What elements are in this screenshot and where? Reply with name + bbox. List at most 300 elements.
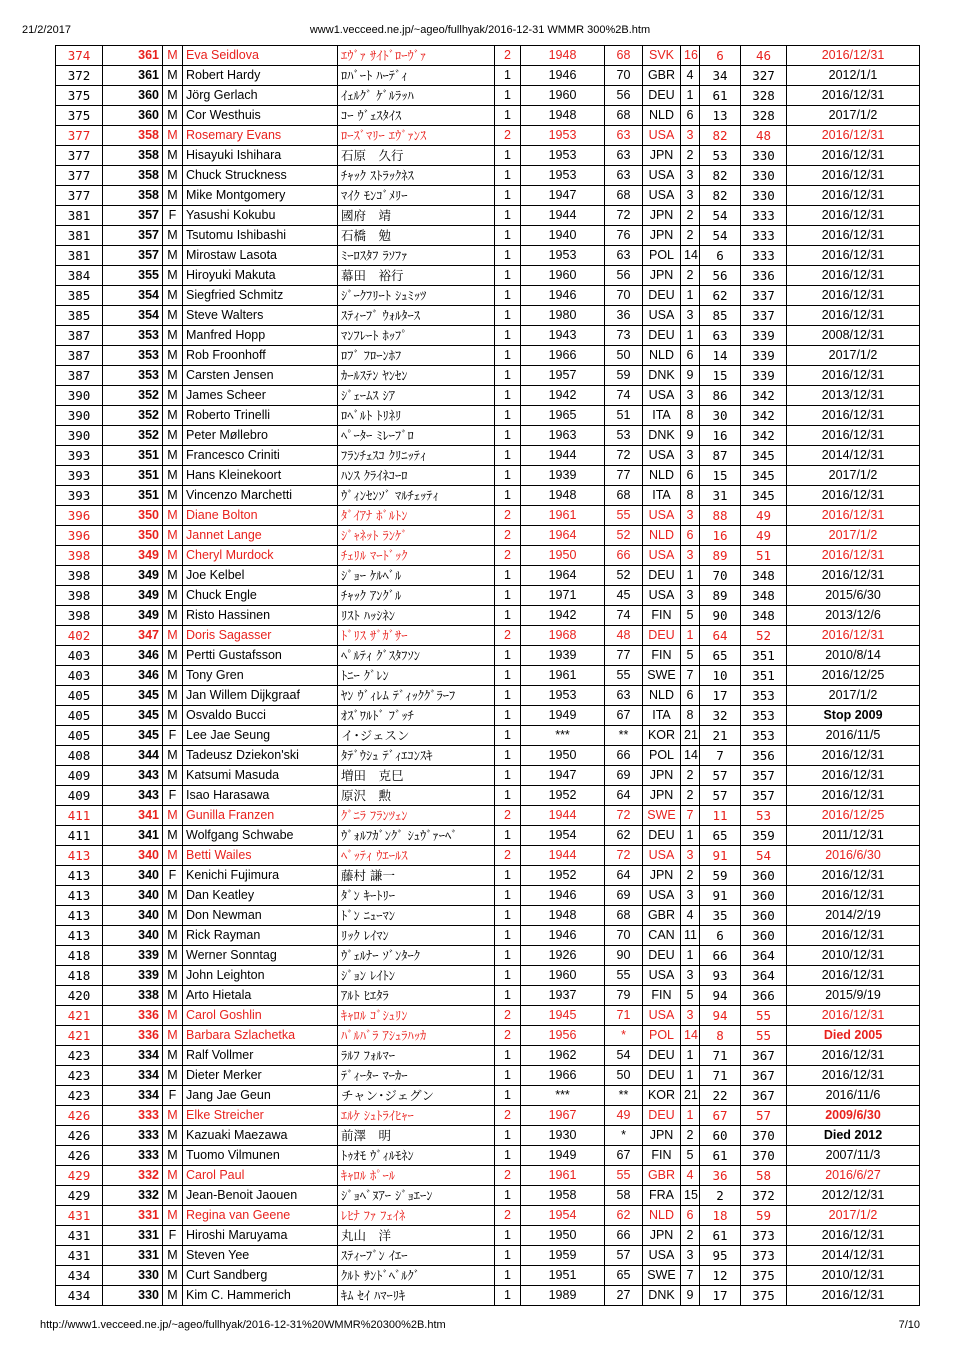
sex-cell: M — [163, 46, 183, 66]
table-row — [56, 566, 920, 586]
total-rank-cell: 333 — [741, 246, 787, 266]
country-cell: ITA — [643, 706, 681, 726]
birth-year-cell: 1961 — [521, 1166, 605, 1186]
rank-cell: 426 — [56, 1126, 103, 1146]
name-cell: Barbara Szlachetka — [183, 1026, 338, 1046]
sex-cell: M — [163, 586, 183, 606]
region-cell: 9 — [681, 366, 700, 386]
score-cell: 344 — [103, 746, 163, 766]
name-cell: Tuomo Vilmunen — [183, 1146, 338, 1166]
region-rank-cell: 65 — [700, 646, 741, 666]
region-cell: 6 — [681, 346, 700, 366]
table-row — [56, 406, 920, 426]
class-cell: 1 — [495, 306, 521, 326]
region-rank-cell: 12 — [700, 1266, 741, 1286]
class-cell: 1 — [495, 1126, 521, 1146]
rank-cell: 405 — [56, 706, 103, 726]
country-cell: USA — [643, 1006, 681, 1026]
country-cell: USA — [643, 446, 681, 466]
region-rank-cell: 66 — [700, 946, 741, 966]
table-row — [56, 286, 920, 306]
region-rank-cell: 91 — [700, 886, 741, 906]
name-cell: Roberto Trinelli — [183, 406, 338, 426]
age-cell: 70 — [605, 286, 643, 306]
region-cell: 6 — [681, 686, 700, 706]
rank-cell: 411 — [56, 826, 103, 846]
sex-cell: M — [163, 1026, 183, 1046]
date-cell: 2014/12/31 — [787, 1246, 920, 1266]
name-cell: Yasushi Kokubu — [183, 206, 338, 226]
class-cell: 2 — [495, 626, 521, 646]
katakana-name-cell: ﾊﾝｽ ｸﾗｲﾈｺｰﾛ — [338, 466, 495, 486]
rank-cell: 387 — [56, 326, 103, 346]
region-rank-cell: 6 — [700, 926, 741, 946]
age-cell: 74 — [605, 386, 643, 406]
total-rank-cell: 59 — [741, 1206, 787, 1226]
birth-year-cell: 1960 — [521, 86, 605, 106]
date-cell: 2016/12/31 — [787, 746, 920, 766]
region-cell: 2 — [681, 146, 700, 166]
total-rank-cell: 375 — [741, 1286, 787, 1306]
score-cell: 347 — [103, 626, 163, 646]
date-cell: 2017/1/2 — [787, 346, 920, 366]
sex-cell: M — [163, 946, 183, 966]
age-cell: 63 — [605, 246, 643, 266]
score-cell: 357 — [103, 206, 163, 226]
region-rank-cell: 82 — [700, 186, 741, 206]
rank-cell: 413 — [56, 926, 103, 946]
total-rank-cell: 342 — [741, 406, 787, 426]
region-cell: 1 — [681, 566, 700, 586]
region-cell: 3 — [681, 166, 700, 186]
region-cell: 6 — [681, 1206, 700, 1226]
total-rank-cell: 360 — [741, 926, 787, 946]
date-cell: 2014/12/31 — [787, 446, 920, 466]
score-cell: 350 — [103, 526, 163, 546]
birth-year-cell: 1962 — [521, 1046, 605, 1066]
table-row — [56, 526, 920, 546]
class-cell: 1 — [495, 586, 521, 606]
birth-year-cell: 1954 — [521, 1206, 605, 1226]
score-cell: 334 — [103, 1086, 163, 1106]
age-cell: 58 — [605, 1186, 643, 1206]
total-rank-cell: 339 — [741, 346, 787, 366]
table-row — [56, 746, 920, 766]
age-cell: 72 — [605, 846, 643, 866]
sex-cell: M — [163, 326, 183, 346]
name-cell: Carsten Jensen — [183, 366, 338, 386]
date-cell: 2016/12/31 — [787, 46, 920, 66]
table-row — [56, 1286, 920, 1306]
rank-cell: 403 — [56, 666, 103, 686]
name-cell: Mirostaw Lasota — [183, 246, 338, 266]
birth-year-cell: 1966 — [521, 346, 605, 366]
birth-year-cell: 1948 — [521, 46, 605, 66]
birth-year-cell: 1945 — [521, 1006, 605, 1026]
rank-cell: 420 — [56, 986, 103, 1006]
total-rank-cell: 339 — [741, 326, 787, 346]
country-cell: DEU — [643, 826, 681, 846]
katakana-name-cell: ﾍﾟﾙﾃｨ ｸﾞｽﾀﾌｿﾝ — [338, 646, 495, 666]
total-rank-cell: 359 — [741, 826, 787, 846]
region-cell: 8 — [681, 406, 700, 426]
region-cell: 2 — [681, 1126, 700, 1146]
total-rank-cell: 46 — [741, 46, 787, 66]
name-cell: Isao Harasawa — [183, 786, 338, 806]
date-cell: 2013/12/6 — [787, 606, 920, 626]
sex-cell: M — [163, 1066, 183, 1086]
table-row — [56, 826, 920, 846]
score-cell: 352 — [103, 426, 163, 446]
name-cell: Steven Yee — [183, 1246, 338, 1266]
rank-cell: 393 — [56, 466, 103, 486]
table-row — [56, 906, 920, 926]
table-row — [56, 1086, 920, 1106]
table-row — [56, 1006, 920, 1026]
age-cell: 27 — [605, 1286, 643, 1306]
date-cell: 2016/12/31 — [787, 966, 920, 986]
rank-cell: 398 — [56, 566, 103, 586]
date-cell: 2012/12/31 — [787, 1186, 920, 1206]
date-cell: 2016/12/25 — [787, 666, 920, 686]
country-cell: NLD — [643, 686, 681, 706]
table-row — [56, 46, 920, 66]
katakana-name-cell: チャン･ジェグン — [338, 1086, 495, 1106]
katakana-name-cell: ﾀﾃﾞｳｼｭ ﾃﾞｨｴｺﾝｽｷ — [338, 746, 495, 766]
country-cell: POL — [643, 746, 681, 766]
rank-cell: 390 — [56, 426, 103, 446]
country-cell: JPN — [643, 266, 681, 286]
total-rank-cell: 328 — [741, 106, 787, 126]
total-rank-cell: 330 — [741, 186, 787, 206]
rank-cell: 413 — [56, 906, 103, 926]
age-cell: 55 — [605, 966, 643, 986]
class-cell: 1 — [495, 606, 521, 626]
birth-year-cell: 1971 — [521, 586, 605, 606]
sex-cell: M — [163, 466, 183, 486]
country-cell: NLD — [643, 106, 681, 126]
total-rank-cell: 370 — [741, 1126, 787, 1146]
name-cell: Rosemary Evans — [183, 126, 338, 146]
score-cell: 353 — [103, 326, 163, 346]
katakana-name-cell: ﾃﾞｨｰﾀｰ ﾏｰｶｰ — [338, 1066, 495, 1086]
total-rank-cell: 58 — [741, 1166, 787, 1186]
country-cell: DEU — [643, 286, 681, 306]
class-cell: 1 — [495, 1226, 521, 1246]
country-cell: DNK — [643, 366, 681, 386]
date-cell: 2016/12/31 — [787, 506, 920, 526]
score-cell: 357 — [103, 226, 163, 246]
date-cell: 2016/12/31 — [787, 306, 920, 326]
table-row — [56, 946, 920, 966]
region-rank-cell: 53 — [700, 146, 741, 166]
class-cell: 1 — [495, 826, 521, 846]
score-cell: 358 — [103, 166, 163, 186]
name-cell: Regina van Geene — [183, 1206, 338, 1226]
rank-cell: 398 — [56, 586, 103, 606]
country-cell: GBR — [643, 906, 681, 926]
birth-year-cell: 1953 — [521, 146, 605, 166]
country-cell: FIN — [643, 606, 681, 626]
age-cell: 55 — [605, 666, 643, 686]
name-cell: Francesco Criniti — [183, 446, 338, 466]
name-cell: James Scheer — [183, 386, 338, 406]
class-cell: 1 — [495, 426, 521, 446]
rank-cell: 405 — [56, 686, 103, 706]
sex-cell: M — [163, 166, 183, 186]
age-cell: 55 — [605, 506, 643, 526]
rank-cell: 385 — [56, 286, 103, 306]
score-cell: 333 — [103, 1146, 163, 1166]
katakana-name-cell: ﾀﾞﾝ ｷｰﾄﾘｰ — [338, 886, 495, 906]
sex-cell: M — [163, 1166, 183, 1186]
class-cell: 2 — [495, 506, 521, 526]
region-cell: 14 — [681, 246, 700, 266]
class-cell: 1 — [495, 686, 521, 706]
birth-year-cell: 1947 — [521, 186, 605, 206]
region-rank-cell: 86 — [700, 386, 741, 406]
score-cell: 340 — [103, 926, 163, 946]
region-rank-cell: 94 — [700, 1006, 741, 1026]
sex-cell: M — [163, 646, 183, 666]
name-cell: Jannet Lange — [183, 526, 338, 546]
katakana-name-cell: 前澤 明 — [338, 1126, 495, 1146]
age-cell: 67 — [605, 706, 643, 726]
table-row — [56, 966, 920, 986]
score-cell: 353 — [103, 366, 163, 386]
rank-cell: 409 — [56, 786, 103, 806]
birth-year-cell: *** — [521, 726, 605, 746]
name-cell: Carol Paul — [183, 1166, 338, 1186]
age-cell: 63 — [605, 686, 643, 706]
age-cell: 52 — [605, 566, 643, 586]
date-cell: 2017/1/2 — [787, 1206, 920, 1226]
date-cell: 2016/6/27 — [787, 1166, 920, 1186]
total-rank-cell: 330 — [741, 146, 787, 166]
rank-cell: 377 — [56, 146, 103, 166]
score-cell: 354 — [103, 306, 163, 326]
age-cell: 50 — [605, 1066, 643, 1086]
score-cell: 360 — [103, 86, 163, 106]
date-cell: 2014/2/19 — [787, 906, 920, 926]
total-rank-cell: 372 — [741, 1186, 787, 1206]
rank-cell: 434 — [56, 1266, 103, 1286]
score-cell: 334 — [103, 1046, 163, 1066]
class-cell: 2 — [495, 806, 521, 826]
date-cell: 2016/11/6 — [787, 1086, 920, 1106]
region-rank-cell: 57 — [700, 786, 741, 806]
name-cell: Elke Streicher — [183, 1106, 338, 1126]
date-cell: 2016/12/31 — [787, 406, 920, 426]
katakana-name-cell: ｸﾞﾆﾗ ﾌﾗﾝﾂｪﾝ — [338, 806, 495, 826]
region-cell: 21 — [681, 726, 700, 746]
age-cell: * — [605, 1126, 643, 1146]
date-cell: 2017/1/2 — [787, 466, 920, 486]
sex-cell: F — [163, 1086, 183, 1106]
score-cell: 345 — [103, 686, 163, 706]
class-cell: 1 — [495, 326, 521, 346]
age-cell: 70 — [605, 926, 643, 946]
rank-cell: 381 — [56, 226, 103, 246]
country-cell: DEU — [643, 1106, 681, 1126]
rank-cell: 384 — [56, 266, 103, 286]
katakana-name-cell: ｷﾑ ｾｲ ﾊﾏｰﾘｷ — [338, 1286, 495, 1306]
birth-year-cell: 1950 — [521, 746, 605, 766]
age-cell: 68 — [605, 46, 643, 66]
katakana-name-cell: イ･ジェスン — [338, 726, 495, 746]
score-cell: 339 — [103, 946, 163, 966]
rank-cell: 387 — [56, 346, 103, 366]
katakana-name-cell: ﾘｯｸ ﾚｲﾏﾝ — [338, 926, 495, 946]
sex-cell: M — [163, 246, 183, 266]
rank-cell: 374 — [56, 46, 103, 66]
birth-year-cell: 1946 — [521, 886, 605, 906]
date-cell: 2016/12/31 — [787, 86, 920, 106]
class-cell: 1 — [495, 1146, 521, 1166]
katakana-name-cell: 増田 克巳 — [338, 766, 495, 786]
table-row — [56, 326, 920, 346]
birth-year-cell: 1944 — [521, 446, 605, 466]
katakana-name-cell: ﾘｽﾄ ﾊｯｼﾈﾝ — [338, 606, 495, 626]
name-cell: Ralf Vollmer — [183, 1046, 338, 1066]
rank-cell: 431 — [56, 1246, 103, 1266]
region-rank-cell: 89 — [700, 546, 741, 566]
katakana-name-cell: ｳﾞｪﾙﾅｰ ｿﾞﾝﾀｰｸ — [338, 946, 495, 966]
katakana-name-cell: ｼﾞｮﾝ ﾚｲﾄﾝ — [338, 966, 495, 986]
rank-cell: 418 — [56, 946, 103, 966]
katakana-name-cell: ﾛﾍﾞﾙﾄ ﾄﾘﾈﾘ — [338, 406, 495, 426]
country-cell: SWE — [643, 806, 681, 826]
region-rank-cell: 93 — [700, 966, 741, 986]
birth-year-cell: 1964 — [521, 566, 605, 586]
region-cell: 1 — [681, 1046, 700, 1066]
sex-cell: M — [163, 566, 183, 586]
print-date: 21/2/2017 — [22, 24, 71, 36]
date-cell: 2016/12/31 — [787, 246, 920, 266]
class-cell: 2 — [495, 1206, 521, 1226]
region-rank-cell: 67 — [700, 1106, 741, 1126]
rank-cell: 423 — [56, 1086, 103, 1106]
age-cell: 63 — [605, 126, 643, 146]
total-rank-cell: 353 — [741, 726, 787, 746]
table-row — [56, 366, 920, 386]
country-cell: ITA — [643, 486, 681, 506]
katakana-name-cell: ｳﾞｨﾝｾﾝｿﾞ ﾏﾙﾁｪｯﾃｨ — [338, 486, 495, 506]
country-cell: NLD — [643, 1206, 681, 1226]
sex-cell: M — [163, 886, 183, 906]
total-rank-cell: 357 — [741, 786, 787, 806]
country-cell: DEU — [643, 326, 681, 346]
score-cell: 361 — [103, 66, 163, 86]
class-cell: 2 — [495, 1166, 521, 1186]
date-cell: 2017/1/2 — [787, 526, 920, 546]
sex-cell: F — [163, 726, 183, 746]
date-cell: 2016/12/31 — [787, 186, 920, 206]
name-cell: Siegfried Schmitz — [183, 286, 338, 306]
table-row — [56, 646, 920, 666]
birth-year-cell: 1942 — [521, 386, 605, 406]
region-cell: 1 — [681, 826, 700, 846]
rank-cell: 426 — [56, 1146, 103, 1166]
country-cell: USA — [643, 886, 681, 906]
region-rank-cell: 95 — [700, 1246, 741, 1266]
birth-year-cell: 1946 — [521, 286, 605, 306]
date-cell: 2016/6/30 — [787, 846, 920, 866]
region-cell: 2 — [681, 206, 700, 226]
region-rank-cell: 62 — [700, 286, 741, 306]
region-rank-cell: 14 — [700, 346, 741, 366]
rank-cell: 431 — [56, 1226, 103, 1246]
name-cell: Risto Hassinen — [183, 606, 338, 626]
ranking-rows — [56, 46, 920, 1306]
sex-cell: M — [163, 486, 183, 506]
total-rank-cell: 364 — [741, 946, 787, 966]
sex-cell: M — [163, 806, 183, 826]
region-cell: 3 — [681, 886, 700, 906]
table-row — [56, 886, 920, 906]
birth-year-cell: 1947 — [521, 766, 605, 786]
date-cell: 2011/12/31 — [787, 826, 920, 846]
table-row — [56, 706, 920, 726]
sex-cell: M — [163, 346, 183, 366]
region-rank-cell: 10 — [700, 666, 741, 686]
birth-year-cell: 1957 — [521, 366, 605, 386]
table-row — [56, 166, 920, 186]
name-cell: Wolfgang Schwabe — [183, 826, 338, 846]
score-cell: 340 — [103, 866, 163, 886]
score-cell: 343 — [103, 786, 163, 806]
class-cell: 1 — [495, 906, 521, 926]
table-row — [56, 1226, 920, 1246]
name-cell: Don Newman — [183, 906, 338, 926]
sex-cell: M — [163, 746, 183, 766]
katakana-name-cell: ｲｪﾙｸﾞ ｹﾞﾙﾗｯﾊ — [338, 86, 495, 106]
page-url-title: www1.vecceed.ne.jp/~ageo/fullhyak/2016-12-31 WMMR 300%2B.htm — [309, 24, 651, 36]
class-cell: 1 — [495, 986, 521, 1006]
total-rank-cell: 356 — [741, 746, 787, 766]
score-cell: 352 — [103, 386, 163, 406]
rank-cell: 421 — [56, 1006, 103, 1026]
age-cell: 69 — [605, 766, 643, 786]
katakana-name-cell: ﾚﾋﾅ ﾌｧ ﾌｪｲﾈ — [338, 1206, 495, 1226]
class-cell: 1 — [495, 466, 521, 486]
class-cell: 1 — [495, 146, 521, 166]
region-cell: 2 — [681, 786, 700, 806]
table-row — [56, 806, 920, 826]
date-cell: 2016/11/5 — [787, 726, 920, 746]
date-cell: 2015/9/19 — [787, 986, 920, 1006]
age-cell: 64 — [605, 866, 643, 886]
sex-cell: M — [163, 626, 183, 646]
score-cell: 351 — [103, 486, 163, 506]
table-row — [56, 386, 920, 406]
country-cell: JPN — [643, 786, 681, 806]
class-cell: 1 — [495, 346, 521, 366]
sex-cell: M — [163, 286, 183, 306]
country-cell: NLD — [643, 526, 681, 546]
region-cell: 5 — [681, 986, 700, 1006]
region-rank-cell: 11 — [700, 806, 741, 826]
total-rank-cell: 348 — [741, 586, 787, 606]
region-rank-cell: 63 — [700, 326, 741, 346]
score-cell: 353 — [103, 346, 163, 366]
country-cell: USA — [643, 186, 681, 206]
age-cell: 77 — [605, 466, 643, 486]
class-cell: 1 — [495, 266, 521, 286]
region-rank-cell: 22 — [700, 1086, 741, 1106]
sex-cell: M — [163, 366, 183, 386]
total-rank-cell: 49 — [741, 506, 787, 526]
